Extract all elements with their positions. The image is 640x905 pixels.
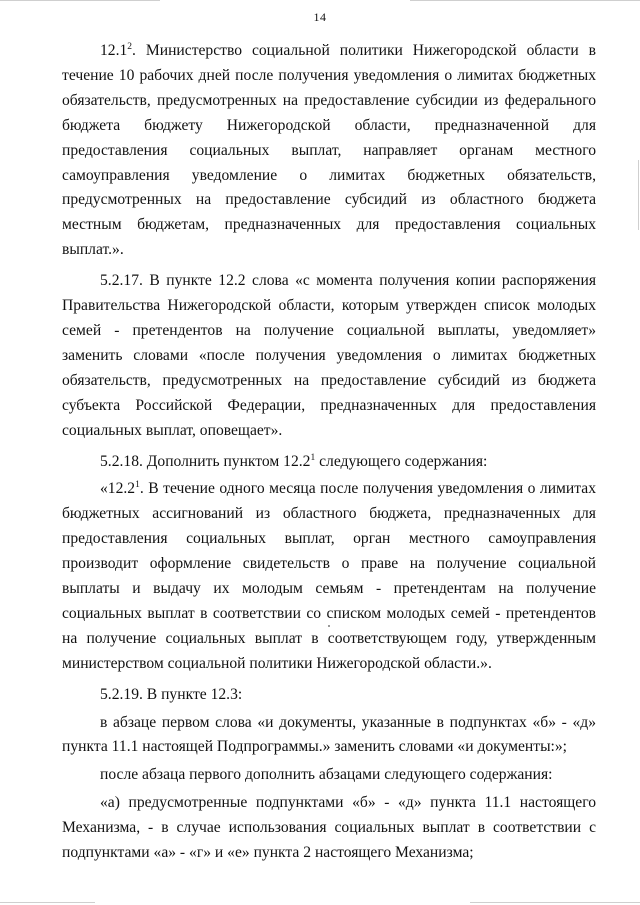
paragraph-prefix: 5.2.18. Дополнить пунктом 12.2 — [100, 452, 311, 470]
top-scan-edge-right — [410, 0, 640, 1]
superscript: 1 — [310, 452, 316, 463]
paragraph-text: «а) предусмотренные подпунктами «б» - «д» пункта 11.1 настоящего Механизма, - в случае использования социальных выплат в соответствии с подпунктами «а» - «г» и «е» пункта 2 настоящего Механизма; — [62, 794, 596, 862]
paragraph-text: . Министерство социальной политики Нижегородской области в течение 10 рабочих дней после получения уведомления о лимитах бюджетных обязательств, предусмотренных на предоставление субсидии из федерального бюджета бюджету Нижегородской области, предназначенной для предоставления социальных выплат, направляет органам местного самоуправления уведомление о лимитах бюджетных обязательств, предусмотренных на предоставление субсидий из областного бюджета местным бюджетам, предназначенных для предоставления социальных выплат.». — [62, 42, 596, 259]
paragraph-5-2-18 — [62, 450, 596, 475]
paragraph-text: следующего содержания: — [315, 452, 488, 470]
paragraph-text: после абзаца первого дополнить абзацами следующего содержания: — [100, 766, 553, 784]
paragraph-text: 5.2.19. В пункте 12.3: — [100, 685, 243, 703]
superscript: 2 — [127, 41, 133, 52]
paragraph-text: . В течение одного месяца после получения уведомления о лимитах бюджетных ассигнований из областного бюджета, предназначенных для предоставления социальных выплат, орган местного самоуправления производит оформление свидетельств о праве на получение социальной выплаты и выдачу их молодым семьям - претендентам на получение социальных выплат в соответствии со списком молодых семей - претендентов на получение социальных выплат в соответствующем году, утвержденным министерством социальной политики Нижегородской области.». — [62, 480, 596, 672]
bottom-scan-edge-left — [0, 902, 95, 903]
scan-dot — [328, 625, 330, 627]
paragraph-12-1-2 — [62, 39, 596, 263]
paragraph-first-abzac — [62, 711, 596, 761]
paragraph-12-2-1 — [62, 477, 596, 676]
page-number: 14 — [313, 10, 327, 24]
right-scan-edge — [638, 160, 639, 230]
paragraph-after-first-abzac — [62, 763, 596, 788]
paragraph-subitem-a — [62, 791, 596, 866]
paragraph-prefix: 12.1 — [100, 42, 128, 59]
paragraph-text: в абзаце первом слова «и документы, указанные в подпунктах «б» - «д» пункта 11.1 настоящей Подпрограммы.» заменить словами «и документы:»; — [62, 713, 596, 756]
top-scan-edge-left — [0, 0, 160, 1]
paragraph-5-2-17 — [62, 269, 596, 443]
paragraph-5-2-19 — [62, 683, 596, 708]
document-body — [62, 39, 596, 872]
paragraph-prefix: «12.2 — [100, 480, 136, 498]
paragraph-text: 5.2.17. В пункте 12.2 слова «с момента получения копии распоряжения Правительства Нижегородской области, которым утвержден список молодых семей - претендентов на получение социальной выплаты, уведомляет» заменить словами «после получения уведомления о лимитах бюджетных обязательств, предусмотренных на предоставление субсидий из бюджета субъекта Российской Федерации, предназначенных для предоставления социальных выплат, оповещает». — [62, 272, 596, 439]
bottom-scan-edge-right — [470, 902, 640, 903]
superscript: 1 — [135, 480, 140, 491]
